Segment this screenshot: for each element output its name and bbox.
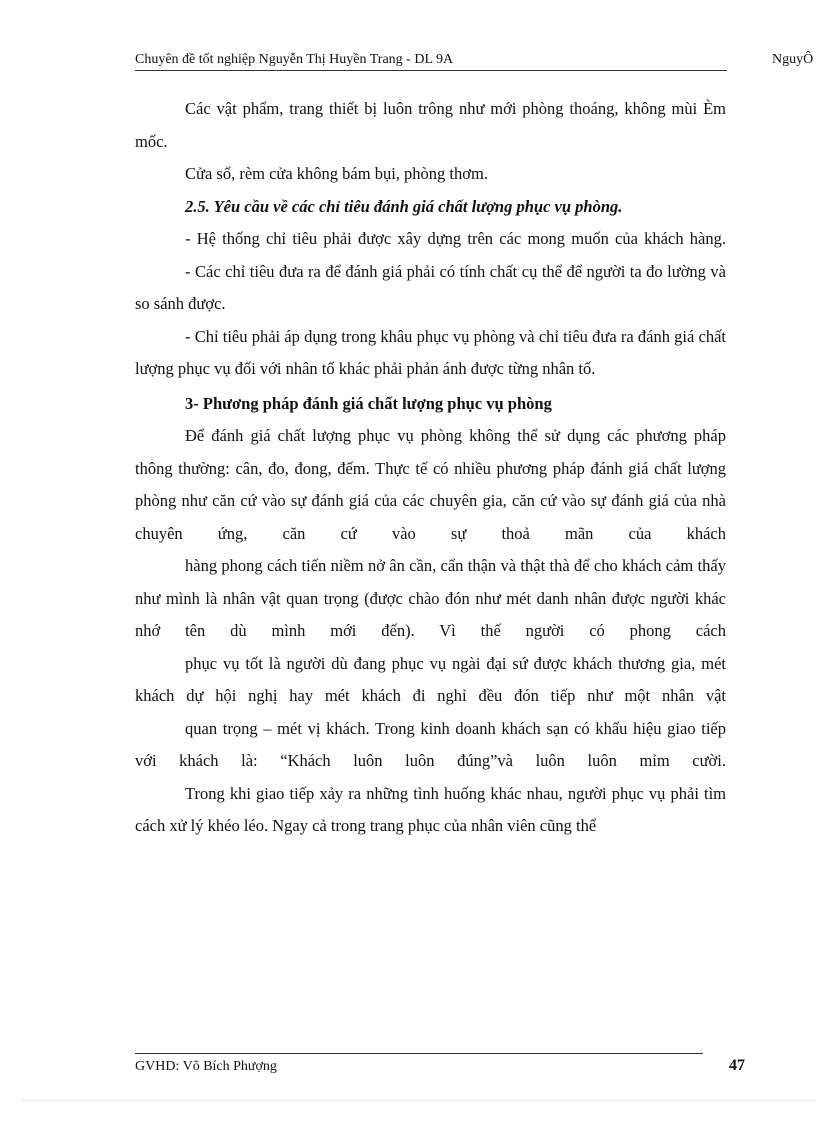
header-author-truncated: NguyÔ (772, 52, 814, 67)
paragraph: Để đánh giá chất lượng phục vụ phòng không thể sử dụng các phương pháp thông thường: cân, đo, đong, đếm. Thực tế có nhiều phương pháp đánh giá chất lượng phòng như căn cứ vào sự đánh giá của các chuyên gia, căn cứ vào sự đánh giá của nhà chuyên ứng, căn cứ vào sự thoả mãn của khách (135, 426, 726, 543)
paragraph: - Hệ thống chỉ tiêu phải được xây dựng trên các mong muốn của khách hàng. (185, 229, 726, 248)
subsection-heading: 2.5. Yêu cầu về các chỉ tiêu đánh giá chất lượng phục vụ phòng. (185, 196, 623, 216)
paragraph: hàng phong cách tiến niềm nở ân cần, cẩn thận và thật thà để cho khách cảm thấy như mình là nhân vật quan trọng (được chào đón như mét danh nhân được người khác nhớ tên dù mình mới đến). Vì thế người có phong cách (135, 556, 726, 640)
page-footer (135, 1050, 745, 1080)
paragraph: Các vật phẩm, trang thiết bị luôn trông như mới phòng thoáng, không mùi Èm mốc. (135, 99, 726, 151)
paragraph: - Các chỉ tiêu đưa ra để đánh giá phải có tính chất cụ thể để người ta đo lường và so sánh được. (135, 261, 726, 313)
paragraph: quan trọng – mét vị khách. Trong kinh doanh khách sạn có khẩu hiệu giao tiếp với khách là: “Khách luôn luôn đúng”và luôn luôn mỉm cười. (135, 718, 726, 770)
page-edge-divider (22, 1100, 816, 1101)
paragraph: Trong khi giao tiếp xảy ra những tình huống khác nhau, người phục vụ phải tìm cách xử lý khéo léo. Ngay cả trong trang phục của nhân viên cũng thể (135, 783, 726, 835)
header-title: Chuyên đề tốt nghiệp Nguyễn Thị Huyền Trang - DL 9A (135, 52, 454, 67)
paragraph: - Chỉ tiêu phải áp dụng trong khâu phục vụ phòng và chỉ tiêu đưa ra đánh giá chất lượng phục vụ đối với nhân tố khác phải phản ánh được từng nhân tố. (135, 326, 726, 378)
page-header (135, 50, 727, 71)
section-heading: 3- Phương pháp đánh giá chất lượng phục vụ phòng (185, 393, 552, 413)
paragraph: phục vụ tốt là người dù đang phục vụ ngài đại sứ được khách thương gia, mét khách dự hội nghị hay mét khách đi nghỉ đều đón tiếp như một nhân vật (135, 653, 726, 705)
document-body (135, 93, 726, 843)
footer-advisor: GVHD: Võ Bích Phượng (135, 1059, 277, 1074)
page-number: 47 (729, 1057, 745, 1074)
paragraph: Cửa sổ, rèm cửa không bám bụi, phòng thơm. (185, 164, 488, 183)
footer-divider (135, 1053, 703, 1054)
